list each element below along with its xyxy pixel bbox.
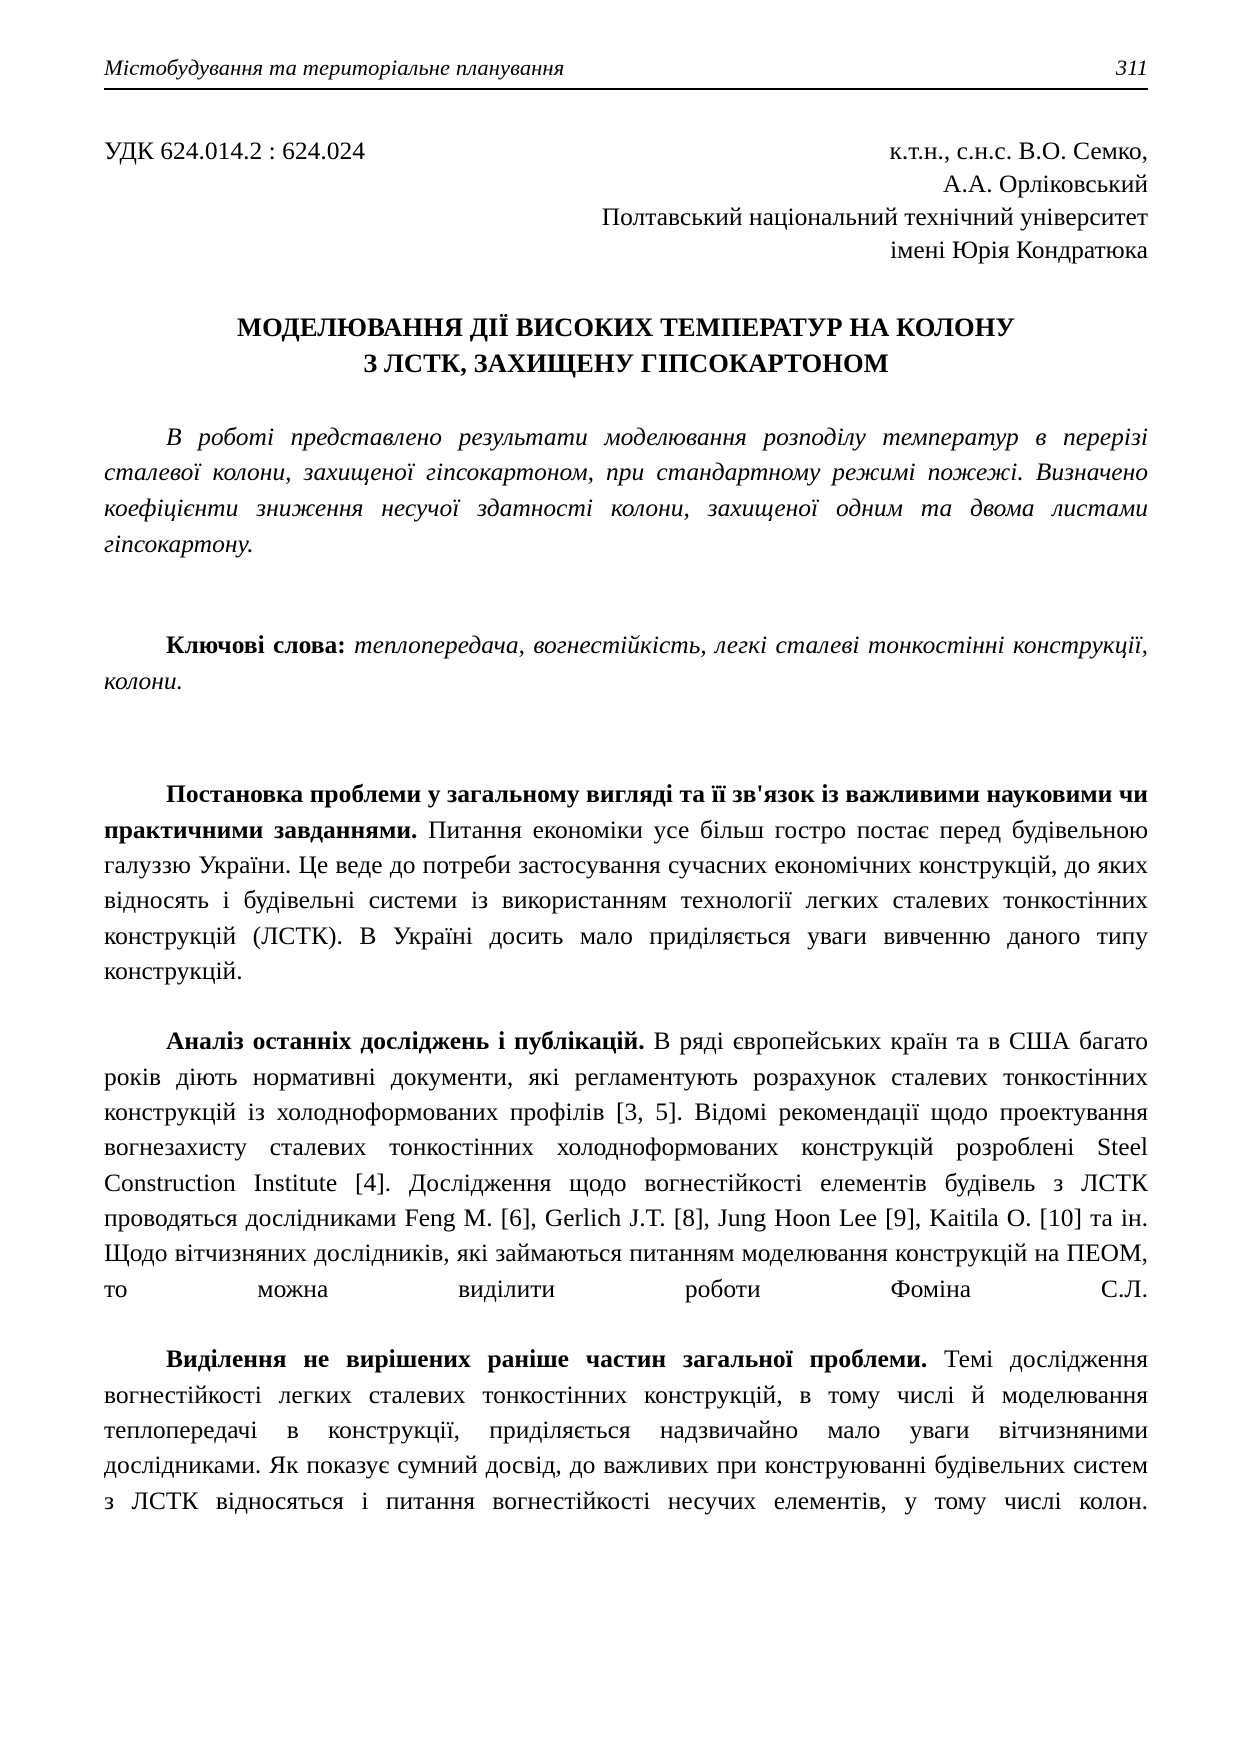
- affiliation-line-1: Полтавський національний технічний університет: [601, 202, 1148, 232]
- article-body: [104, 776, 1148, 1553]
- udc-author-row: [104, 134, 1148, 267]
- section-lead: Постановка проблеми у загальному вигляді та її зв'язок із важливими науковими чи практичними завданнями.: [104, 779, 1148, 844]
- author-1: к.т.н., с.н.с. В.О. Семко,: [889, 135, 1148, 165]
- keywords-list: [346, 630, 354, 659]
- affiliation-line-2: імені Юрія Кондратюка: [890, 235, 1148, 265]
- keywords-label: Ключові слова:: [166, 630, 346, 660]
- keywords: [104, 627, 1148, 734]
- section-lead: Виділення не вирішених раніше частин загальної проблеми.: [166, 1344, 928, 1374]
- author-list: [365, 134, 1148, 267]
- article-title: [104, 310, 1148, 380]
- author-2: А.А. Орліковський: [943, 168, 1148, 198]
- section-paragraph: [104, 776, 1148, 1023]
- page-number: 311: [1115, 55, 1148, 80]
- section-paragraph: [104, 1341, 1148, 1553]
- section-lead: Аналіз останніх досліджень і публікацій.: [166, 1026, 645, 1056]
- journal-title: Містобудування та територіальне планування: [104, 55, 565, 80]
- article-title-line-1: МОДЕЛЮВАННЯ ДІЇ ВИСОКИХ ТЕМПЕРАТУР НА КОЛОНУ: [237, 312, 1015, 343]
- abstract: В роботі представлено результати моделювання розподілу температур в перерізі сталевої колони, захищеної гіпсокартоном, при стандартному режимі пожежі. Визначено коефіцієнти зниження несучої здатності колони, захищеної одним та двома листами гіпсокартону.: [104, 421, 1148, 558]
- section-paragraph: [104, 1023, 1148, 1341]
- section-text: Темі дослідження вогнестійкості легких сталевих тонкостінних конструкцій, в тому числі й моделювання теплопередачі в конструкції, приділяється надзвичайно мало уваги вітчизняними дослідниками. Як показує сумний досвід, до важливих при конструюванні будівельних систем з ЛСТК відносяться і питання вогнестійкості несучих елементів, у тому числі колон.: [104, 1344, 1149, 1515]
- udc-code: УДК 624.014.2 : 624.024: [104, 135, 365, 165]
- keywords-values: теплопередача, вогнестійкість, легкі сталеві тонкостінні конструкції, колони.: [104, 630, 1148, 695]
- section-text: Питання економіки усе більш гостро постає перед будівельною галуззю України. Це веде до потреби застосування сучасних економічних конструкцій, до яких відносять і будівельні системи із використанням технології легких сталевих тонкостінних конструкцій (ЛСТК). В Україні досить мало приділяється уваги вивченню даного типу конструкцій.: [104, 814, 1148, 985]
- article-title-line-2: З ЛСТК, ЗАХИЩЕНУ ГІПСОКАРТОНОМ: [363, 347, 889, 378]
- section-text: В ряді європейських країн та в США багато років діють нормативні документи, які регламентують розрахунок сталевих тонкостінних конструкцій із холодноформованих профілів [3, 5]. Відомі рекомендації щодо проектування вогнезахисту сталевих тонкостінних холодноформованих конструкцій розроблені Steel Construction Institute [4]. Дослідження щодо вогнестійкості елементів будівель з ЛСТК проводяться дослідниками Feng M. [6], Gerlich J.T. [8], Jung Hoon Lee [9], Kaitila O. [10] та ін. Щодо вітчизняних дослідників, які займаються питанням моделювання конструкцій на ПЕОМ, то можна виділити роботи Фоміна С.Л.: [104, 1026, 1148, 1303]
- running-head: [104, 56, 1148, 90]
- metadata-block: [104, 134, 1148, 267]
